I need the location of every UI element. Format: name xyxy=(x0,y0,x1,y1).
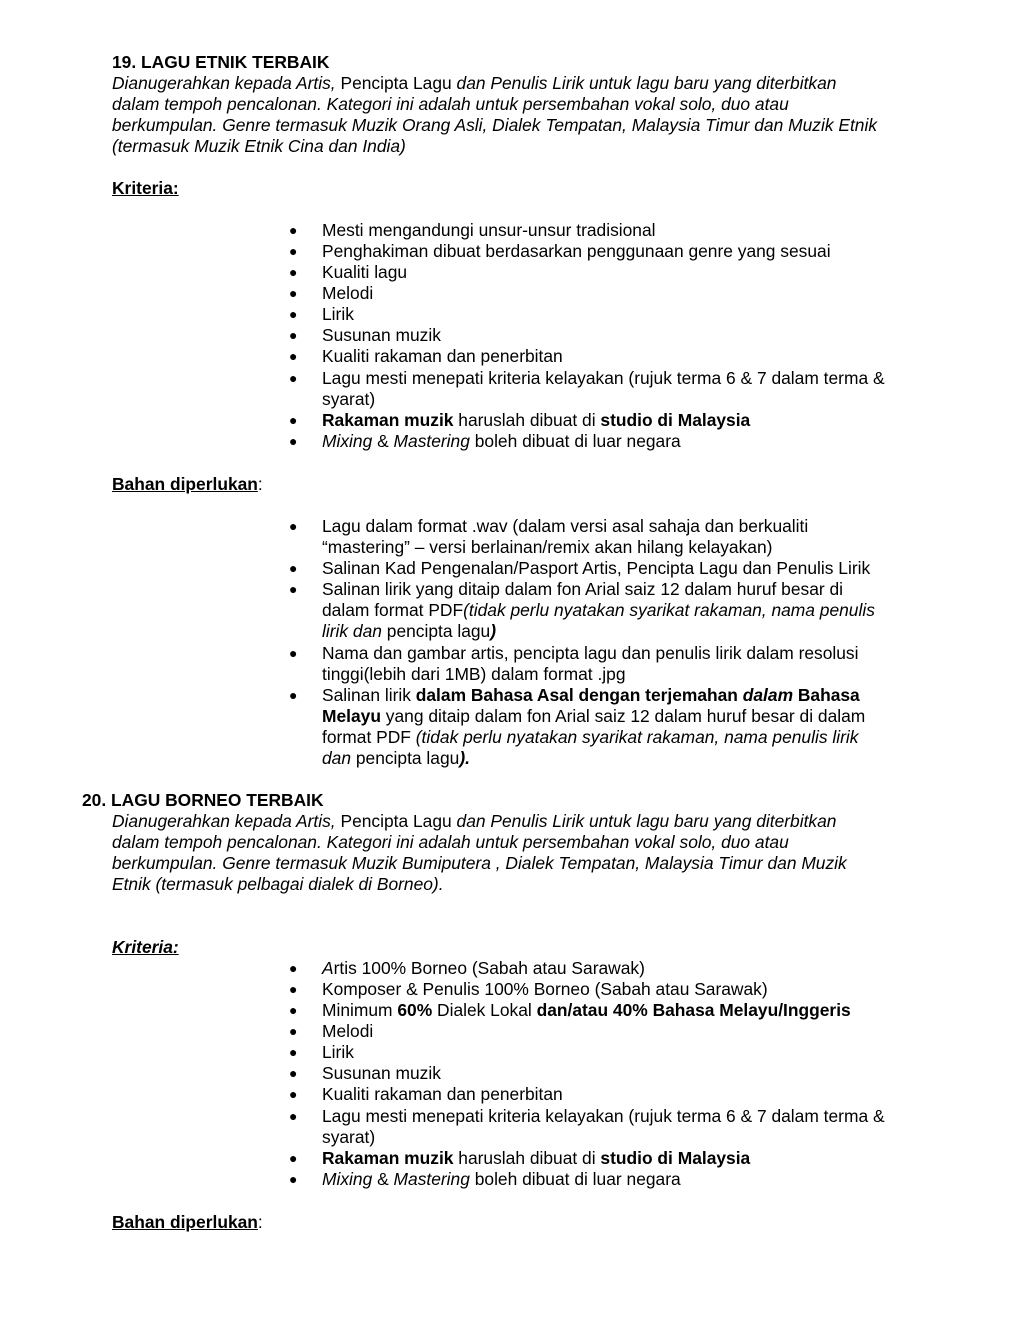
item-text: haruslah dibuat di xyxy=(453,1148,601,1168)
list-item-continuation: syarat) xyxy=(322,389,376,409)
item-text: Rakaman muzik xyxy=(322,1148,454,1168)
list-item xyxy=(322,410,750,431)
list-item: Lagu mesti menepati kriteria kelayakan (rujuk terma 6 & 7 dalam terma & xyxy=(322,368,885,388)
bullet-icon: ● xyxy=(289,412,298,428)
section-20-desc-line: berkumpulan. Genre termasuk Muzik Bumiputera , Dialek Tempatan, Malaysia Timur dan Muzik xyxy=(112,853,847,873)
section-20-bahan-label xyxy=(112,1212,263,1233)
bahan-label-text: Bahan diperlukan xyxy=(112,1212,258,1232)
list-item-continuation xyxy=(322,748,470,769)
item-text: boleh dibuat di luar negara xyxy=(469,1169,681,1189)
item-text: & xyxy=(372,1169,394,1189)
list-item-continuation xyxy=(322,706,865,727)
bullet-icon: ● xyxy=(289,645,298,661)
bullet-icon: ● xyxy=(289,1171,298,1187)
bullet-icon: ● xyxy=(289,518,298,534)
list-item: Salinan lirik yang ditaip dalam fon Arial saiz 12 dalam huruf besar di xyxy=(322,579,844,599)
list-item-continuation: tinggi(lebih dari 1MB) dalam format .jpg xyxy=(322,664,626,684)
section-20-desc-line xyxy=(112,811,836,832)
bullet-icon: ● xyxy=(289,1023,298,1039)
item-text: ). xyxy=(459,748,470,768)
bullet-icon: ● xyxy=(289,1108,298,1124)
list-item: Komposer & Penulis 100% Borneo (Sabah atau Sarawak) xyxy=(322,979,768,999)
item-text: A xyxy=(322,958,334,978)
item-text: & xyxy=(372,431,394,451)
bullet-icon: ● xyxy=(289,433,298,449)
item-text: dalam format PDF xyxy=(322,600,464,620)
bullet-icon: ● xyxy=(289,560,298,576)
list-item: Salinan Kad Pengenalan/Pasport Artis, Pencipta Lagu dan Penulis Lirik xyxy=(322,558,871,578)
list-item xyxy=(322,685,860,706)
list-item-continuation xyxy=(322,621,496,642)
item-text: dan/atau 40% Bahasa Melayu/Inggeris xyxy=(536,1000,851,1020)
list-item: Kualiti rakaman dan penerbitan xyxy=(322,346,563,366)
item-text: lirik dan xyxy=(322,621,382,641)
bahan-label-text: Bahan diperlukan xyxy=(112,474,258,494)
bullet-icon: ● xyxy=(289,243,298,259)
bullet-icon: ● xyxy=(289,285,298,301)
item-text: Dialek Lokal xyxy=(432,1000,537,1020)
section-19-desc-line xyxy=(112,73,836,94)
bullet-icon: ● xyxy=(289,981,298,997)
item-text: rtis 100% Borneo (Sabah atau Sarawak) xyxy=(333,958,645,978)
item-text: Bahasa xyxy=(793,685,860,705)
list-item: Mesti mengandungi unsur-unsur tradisional xyxy=(322,220,656,240)
item-text: (tidak perlu nyatakan syarikat rakaman, nama penulis lirik xyxy=(415,727,859,747)
item-text: dan xyxy=(322,748,352,768)
list-item xyxy=(322,431,681,452)
item-text: ) xyxy=(490,621,497,641)
section-20-desc-line: Etnik (termasuk pelbagai dialek di Borneo). xyxy=(112,874,444,894)
item-text: boleh dibuat di luar negara xyxy=(469,431,681,451)
item-text: Mixing xyxy=(322,1169,373,1189)
bullet-icon: ● xyxy=(289,581,298,597)
list-item: Kualiti rakaman dan penerbitan xyxy=(322,1084,563,1104)
list-item: Kualiti lagu xyxy=(322,262,408,282)
bullet-icon: ● xyxy=(289,1044,298,1060)
item-text: pencipta lagu xyxy=(351,748,460,768)
item-text: Mastering xyxy=(393,431,470,451)
section-19-heading: 19. LAGU ETNIK TERBAIK xyxy=(112,52,330,72)
list-item xyxy=(322,1148,750,1169)
section-20-kriteria-label: Kriteria: xyxy=(112,937,179,957)
bullet-icon: ● xyxy=(289,264,298,280)
section-19-bahan-label xyxy=(112,474,263,495)
item-text: pencipta lagu xyxy=(381,621,491,641)
list-item: Penghakiman dibuat berdasarkan penggunaan genre yang sesuai xyxy=(322,241,831,261)
list-item-continuation xyxy=(322,600,875,621)
list-item-continuation xyxy=(322,727,858,748)
item-text: haruslah dibuat di xyxy=(453,410,601,430)
bullet-icon: ● xyxy=(289,960,298,976)
bahan-label-colon: : xyxy=(257,1212,263,1232)
list-item-continuation: syarat) xyxy=(322,1127,376,1147)
bahan-label-colon: : xyxy=(257,474,263,494)
section-19-kriteria-label: Kriteria: xyxy=(112,178,179,198)
list-item xyxy=(322,958,645,979)
item-text: (tidak perlu nyatakan syarikat rakaman, nama penulis xyxy=(463,600,875,620)
list-item: Lirik xyxy=(322,304,354,324)
list-item: Lirik xyxy=(322,1042,354,1062)
section-19-desc-line: dalam tempoh pencalonan. Kategori ini adalah untuk persembahan vokal solo, duo atau xyxy=(112,94,789,114)
item-text: Mixing xyxy=(322,431,373,451)
desc-text: Dianugerahkan kepada Artis, xyxy=(112,811,336,831)
desc-text: Dianugerahkan kepada Artis, xyxy=(112,73,336,93)
item-text: studio di Malaysia xyxy=(600,410,751,430)
item-text: Minimum xyxy=(322,1000,398,1020)
desc-text: Pencipta Lagu xyxy=(335,73,457,93)
item-text: studio di Malaysia xyxy=(600,1148,751,1168)
item-text: 60% xyxy=(397,1000,433,1020)
list-item xyxy=(322,1169,681,1190)
list-item: Nama dan gambar artis, pencipta lagu dan penulis lirik dalam resolusi xyxy=(322,643,859,663)
section-20-heading: 20. LAGU BORNEO TERBAIK xyxy=(82,790,324,810)
desc-text: Pencipta Lagu xyxy=(335,811,457,831)
item-text: yang ditaip dalam fon Arial saiz 12 dalam huruf besar di dalam xyxy=(380,706,866,726)
list-item-continuation: “mastering” – versi berlainan/remix akan hilang kelayakan) xyxy=(322,537,773,557)
section-20-desc-line: dalam tempoh pencalonan. Kategori ini adalah untuk persembahan vokal solo, duo atau xyxy=(112,832,789,852)
item-text: Melayu xyxy=(322,706,381,726)
list-item: Susunan muzik xyxy=(322,325,441,345)
item-text: Salinan lirik xyxy=(322,685,416,705)
list-item: Susunan muzik xyxy=(322,1063,441,1083)
bullet-icon: ● xyxy=(289,222,298,238)
bullet-icon: ● xyxy=(289,306,298,322)
item-text: format PDF xyxy=(322,727,416,747)
bullet-icon: ● xyxy=(289,1086,298,1102)
bullet-icon: ● xyxy=(289,348,298,364)
item-text: dalam xyxy=(742,685,794,705)
bullet-icon: ● xyxy=(289,327,298,343)
list-item: Lagu mesti menepati kriteria kelayakan (rujuk terma 6 & 7 dalam terma & xyxy=(322,1106,885,1126)
desc-text: dan Penulis Lirik untuk lagu baru yang diterbitkan xyxy=(456,811,837,831)
section-19-desc-line: (termasuk Muzik Etnik Cina dan India) xyxy=(112,136,406,156)
list-item: Melodi xyxy=(322,283,374,303)
bullet-icon: ● xyxy=(289,687,298,703)
bullet-icon: ● xyxy=(289,1002,298,1018)
desc-text: dan Penulis Lirik untuk lagu baru yang diterbitkan xyxy=(456,73,837,93)
list-item xyxy=(322,1000,851,1021)
item-text: dalam Bahasa Asal dengan terjemahan xyxy=(415,685,743,705)
list-item: Lagu dalam format .wav (dalam versi asal sahaja dan berkualiti xyxy=(322,516,809,536)
list-item: Melodi xyxy=(322,1021,374,1041)
section-19-desc-line: berkumpulan. Genre termasuk Muzik Orang Asli, Dialek Tempatan, Malaysia Timur dan Muzik Etnik xyxy=(112,115,878,135)
bullet-icon: ● xyxy=(289,1065,298,1081)
bullet-icon: ● xyxy=(289,1150,298,1166)
item-text: Mastering xyxy=(393,1169,470,1189)
item-text: Rakaman muzik xyxy=(322,410,454,430)
bullet-icon: ● xyxy=(289,370,298,386)
